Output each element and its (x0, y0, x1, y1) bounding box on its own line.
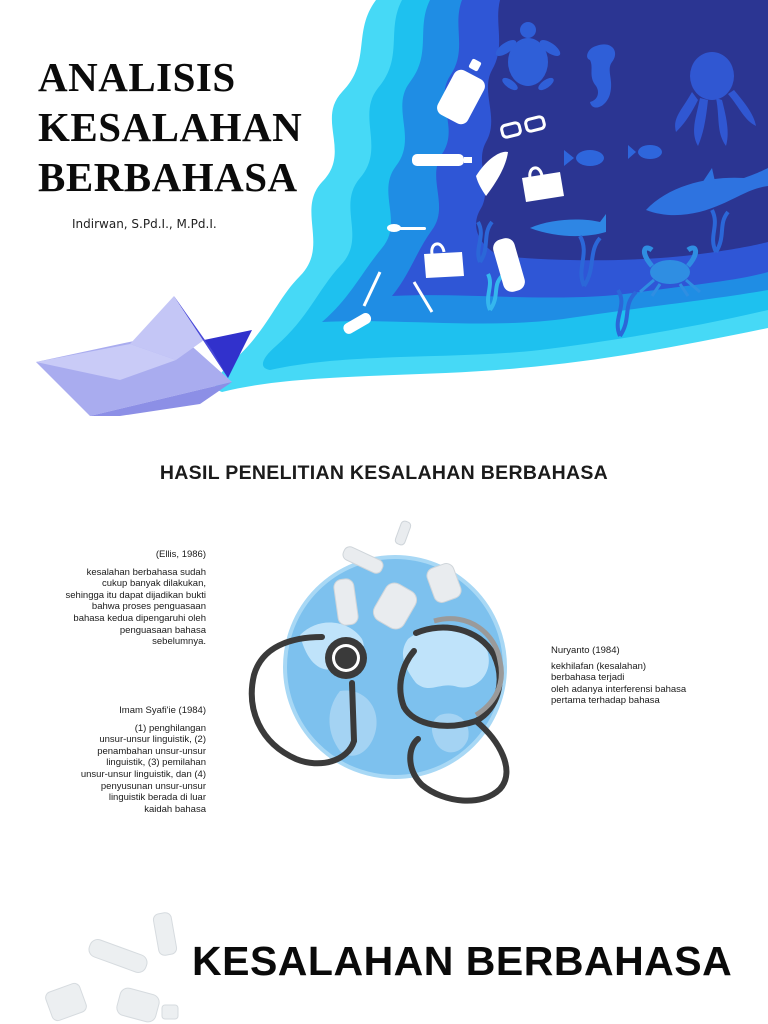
citation-source: (Ellis, 1986) (155, 549, 206, 560)
section-title: KESALAHAN BERBAHASA (192, 938, 733, 984)
bottle-icon (44, 912, 178, 1024)
title-line: KESALAHAN (38, 104, 303, 150)
citation-source: Nuryanto (1984) (551, 645, 620, 656)
title-line: BERBAHASA (38, 154, 298, 200)
citation-text: (1) penghilangan unsur-unsur linguistik, (2) penambahan unsur-unsur linguistik, (3) pemilahan unsur-unsur linguistik, dan (4) penyusunan unsur-unsur linguistik berada di luar kaidah bahasa (80, 722, 206, 815)
citation-imam (30, 705, 206, 815)
chestpiece-icon (325, 637, 367, 679)
citation-text: kekhilafan (kesalahan) berbahasa terjadi oleh adanya interferensi bahasa pertama terhadap bahasa (551, 660, 687, 707)
citation-source: Imam Syafi'ie (1984) (119, 705, 206, 716)
slide-research-results (0, 425, 768, 865)
citation-ellis (40, 549, 206, 648)
paper-boat-icon (36, 296, 252, 416)
slide-title (0, 0, 768, 425)
section-heading: HASIL PENELITIAN KESALAHAN BERBAHASA (159, 462, 609, 484)
slide-section-title (0, 865, 768, 1024)
citation-nuryanto (551, 645, 731, 707)
presentation-title (38, 52, 302, 202)
title-line: ANALISIS (38, 54, 236, 100)
author-name: Indirwan, S.Pd.I., M.Pd.I. (72, 217, 217, 231)
citation-text: kesalahan berbahasa sudah cukup banyak dilakukan, sehingga itu dapat dijadikan bukti bahwa proses penguasaan bahasa kedua dipengaruhi oleh penguasaan bahasa sebelumnya. (65, 566, 206, 648)
